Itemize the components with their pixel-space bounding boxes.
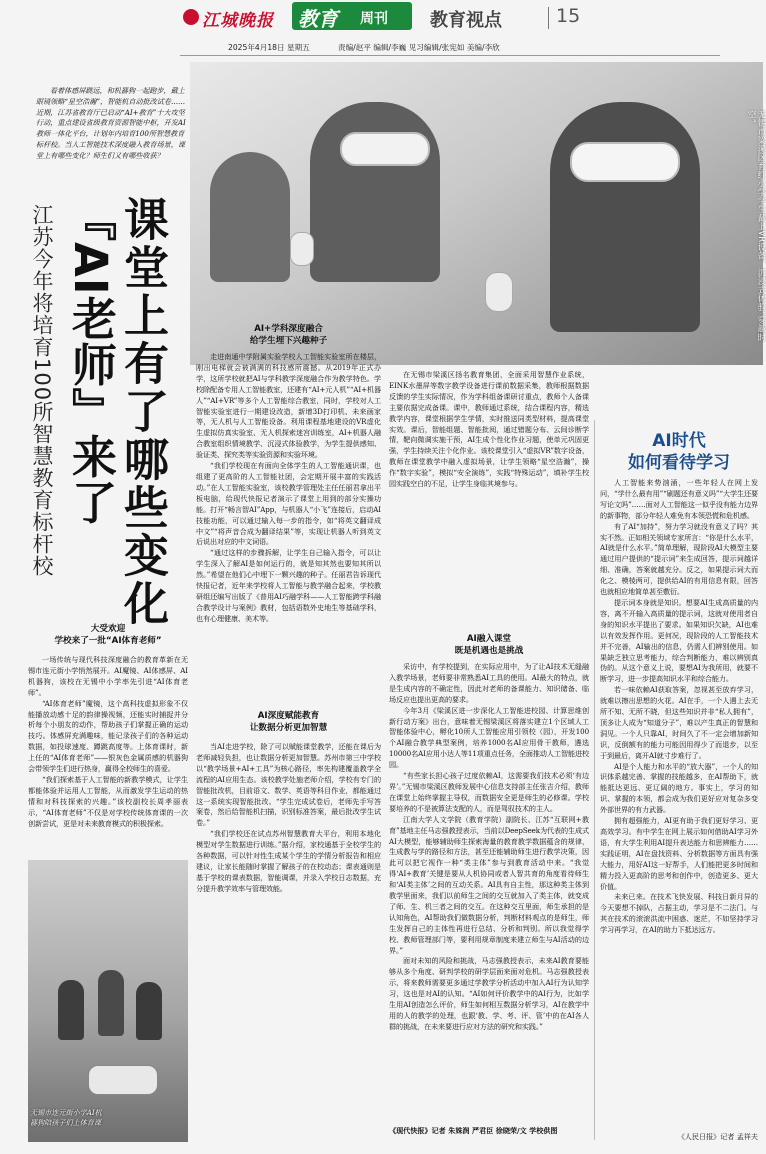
s4-body <box>389 662 589 1124</box>
paragraph: 采访中，有学校提到，在实际应用中，为了让AI技术无缝融入教学场景，老师要非常熟悉AI工具的使用。AI最大的特点，就是生成内容的不确定性，因此对老师的备课能力、知识储备、临场反应也提出更高的要求。 <box>389 662 589 704</box>
paragraph: 面对未知的风险和挑战，马志强教授表示，未来AI教育要能够从多个角度、研判学校的研学层面来面对危机。马志强教授表示，将来教师需要更多通过学教学分析活动中加入AI行为认知学习，这也是对AI的认知。“AI如何评价教学中的AI行为，比如学生用AI创造怎么评价，师生如何相互数据分析学习，AI在教学中用的人的教学的处理，也跟‘教、学、考、评、管’中的在AI各人群的挑战，在未来要进行应对方法的研究和实践。” <box>389 956 589 1031</box>
child-figure <box>136 982 162 1040</box>
headline-kicker: 江苏今年将培育100所智慧教育标杆校 <box>30 204 54 578</box>
logo-icon <box>183 9 199 25</box>
s2-title: AI+学科深度融合 <box>254 324 323 334</box>
page-number: 15 <box>556 5 581 27</box>
paragraph: “我们学校现在有面向全体学生的人工智能通识课，也组建了更高阶的人工智能社团，会定期开展丰富的实践活动。”在人工智能实验室，该校教学管理处主任任丽君拿出平板电脑，给现代快报记者演示了课堂上用到的部分实操功能。打开“畅言智AI”App，与机器人“小飞”连接后，启动AI技能功能，可以通过输入每一步的指令，如“将英文翻译成中文”“将声音合成为翻译结果”等，实现让机器人听到英文后说出对应的中文词语。 <box>196 461 381 547</box>
header-divider <box>548 7 549 29</box>
s4-title: AI融入课堂 <box>466 634 512 644</box>
section-logo-text: 教育 <box>298 7 338 31</box>
child-figure <box>58 980 84 1040</box>
headline-main-line1: 课堂上有了哪些变化 <box>116 196 169 628</box>
paragraph: 提示词本身就是知识。想要AI生成高质量的内容，离不开输入高质量的提示词，这就对使用者自身的知识水平提出了要求。如果知识欠缺，AI也难以有效发挥作用。更何况，现阶段的人工智能技术并不完善，AI输出的信息，仍需人们辨别使用。如果缺乏独立思考能力，综合判断能力，难以辨别真伪的。从这个意义上说，要想AI为我所用，就要不断学习，进一步提高知识水平和综合能力。 <box>600 597 758 684</box>
section-title: 教育视点 <box>430 10 502 31</box>
student-figure <box>550 102 700 332</box>
vr-controller-icon <box>485 272 513 312</box>
paragraph: 江南大学人文学院（教育学院）副院长、江苏“互联网+教育”基地主任马志强教授表示，当前以DeepSeek为代表的生成式AI大模型，能够辅助师生探索海量的教育教学数据蕴含的规律，生成教与学的路径和方法，甚至还能辅助师生进行教学决策，因此可以把它视作一种“类主体”参与到教育活动中来。“我觉得‘AI+教育’关键是要从人机协同或者人智共育的角度看待师生和‘AI类主体’之间的互动关系。AI具有自主性，那这种类主体到教学里面来，我们以前师生之间的交互就加入了类主体，就变成了师、生、机三者之间的交互。在这种交互里面，师生承担的是认知角色，AI帮助我们做数据分析，判断材料观点的是师生，师生发挥自己的主体性再进行总结、分析和判别。所以我觉得学校、教师管理部门等，要利用规章制度来建立师生与AI活动的边界。” <box>389 814 589 955</box>
s4-byline: 《现代快报》记者 朱姝润 严君臣 徐晓荣/文 学校供图 <box>389 1126 558 1135</box>
section-logo-suffix: 周刊 <box>360 11 388 27</box>
paragraph: 当AI走进学校，除了可以赋能课堂教学，还能在课后为老师减轻负担，也让数据分析更加智慧。苏州市第三中学校以“教学场景+AI+工具”为核心路径，率先构建覆盖教学全流程的AI应用生态。该校教学处施老师介绍，学校有专门的智能批改机，目前语文、数学、英语等科目作业，都能通过这一系统实现智能批改。“学生完成试卷后，老师先手写答案卷，然后给智能机扫描，识别标准答案，最后批改学生试卷。” <box>196 742 381 828</box>
paragraph: 拥有超强能力，AI更有助于我们更好学习、更高效学习。有中学生在网上展示如何借助AI学习外语，有大学生利用AI提升表达能力和思辨能力……实践证明，AI在盘找资料、分析数据等方面具有强大能力，用好AI这一好帮手，人们能把更多时间和精力投入更高阶的思考和创作中，创造更多、更大价值。 <box>600 816 758 891</box>
header-rule <box>180 55 720 56</box>
s3-title: AI深度赋能教育 <box>257 711 320 721</box>
masthead <box>0 0 763 58</box>
robot-dog-icon <box>88 1065 158 1095</box>
s3-body-a <box>196 742 381 893</box>
robot-dog-photo <box>28 860 188 1142</box>
s3-body-b <box>389 370 589 632</box>
paragraph: “有些家长担心孩子过度依赖AI，这需要我们技术必须‘有边界’。”无锡市梁溪区教师发展中心信息支持部主任张吉介绍，教师在课堂上始终掌握主导权，而数据安全更是师生的必修课。学校要培养的不是被算法支配的人，而是驾驭技术的主人。 <box>389 771 589 813</box>
paragraph: 若一味依赖AI获取答案，忽视甚至放弃学习，就难以擦出思想的火花。AI在手，一个人遇上去无所不知、无所不晓，但这些知识并非“私人拥有”，顶多让人成为“知道分子”，难以产生真正的智慧和洞见。一个人只靠AI，时间久了不一定会增加新知识，反倒额有的能力可能因用得少了而退步，以至于到最后，离开AI就寸步难行了。 <box>600 685 758 760</box>
paragraph: 有了AI“加持”，努力学习就没有意义了吗？其实不然。正如相关领域专家所言：“你是什么水平，AI就是什么水平。”简单理解，现阶段AI大模型主要通过用户提供的“提示词”来生成回答，提示词越详细、准确，答案就越充分。反之，如果提示词大而化之、模棱两可，提供给AI的有用信息有限，回答也就相应地简单甚至敷衍。 <box>600 521 758 597</box>
dateline: 2025年4月18日 星期五 <box>228 43 310 52</box>
paragraph: 在无锡市梁溪区扬名教育集团，全面采用智慧作业系统，EINK水墨屏等数字教学设备进行课前数据采集，教师根据数据反馈的学生实际情况，作为学科组备课研讨重点，教师个人备课主要依据完成备课。课中，教师通过系统，结合课程内容，精选教学内容，课堂根据学生学情，实时推送同类型材料，提高课堂实效。课后，智能组题、智能批阅，通过错题分布、云间诊断学情，靶向微调实施干预，AI生成个性化作业习题，使单元巩固更强，学生持续关注个化作业。该校课堂引入“虚拟VR”数字设备，教师在课堂教学中融入虚拟场景，让学生领略“星空浩瀚”，操作“数字实验”，模拟“安全演练”，实践“特殊运动”，填补学生校园实践空白的不足，让学生身临其境参与。 <box>389 370 589 489</box>
s1-title: 大受欢迎 <box>90 624 126 634</box>
s1-body <box>28 655 188 853</box>
column-divider <box>594 420 595 1140</box>
vr-classroom-photo <box>190 62 763 365</box>
s3-subtitle: 让数据分析更加智慧 <box>249 723 328 733</box>
intro-lead: 看着体感屏跳远，和机器狗一起跑步，戴上眼镜领略“星空浩瀚”，智能机自动批改试卷……近期，江苏省教育厅已启动“AI+教育”十大攻坚行动，重点建设省级教育资源智能中枢，开发AI教师一体化平台，计划年内培育100所智慧教育标杆校。当人工智能技术深度融入教育场景，课堂上有哪些变化？师生们又有哪些收获？ <box>36 86 186 160</box>
headline-main-line2: 『AI老师』来了 <box>64 196 117 526</box>
paragraph: 今年3月《梁溪区进一步深化人工智能进校园、计算思维创新行动方案》出台，意味着无锡梁溪区将落实建立1个区域人工智能体验中心，孵化10所人工智能应用引领校（园），开发100个AI融合教学典型案例，培养1000名AI应用骨干教师，遴选10000名AI应用小达人等11项重点任务，全面推动人工智能进校园。 <box>389 705 589 770</box>
bottom-photo-caption: 无锡市连元街小学AI机器狗陪孩子们上体育课 <box>30 1108 102 1127</box>
s2-subtitle: 给学生埋下兴趣种子 <box>249 336 328 346</box>
child-figure <box>98 970 124 1036</box>
vr-headset-icon <box>570 142 680 182</box>
s5-body <box>600 478 758 1124</box>
paragraph: 人工智能来势汹涌，一些年轻人在网上发问，“学什么最有用”“刷题还有意义吗”“大学生还要写论文吗”……面对人工智能这一似乎没有能力边界的新事物，部分年轻人难免有本领恐慌和危机感。 <box>600 478 758 520</box>
student-figure <box>310 102 440 282</box>
student-figure <box>210 152 290 282</box>
paragraph: 一场传统与现代科技深度融合的教育革新在无锡市连元街小学悄然展开。AI魔镜、AI体感屏、AI机器狗，该校在无锡中小学率先引进“AI体育老师”。 <box>28 655 188 697</box>
vr-controller-icon <box>290 232 314 266</box>
paragraph: 未来已来。在技术飞快发展、科技日新月异的今天要想不掉队，占据主动，学习是不二法门。与其在技术的滚滚洪流中困惑、迷茫，不如坚持学习学习再学习，在AI的助力下抵达远方。 <box>600 892 758 935</box>
s5-byline: 《人民日报》记者 孟祥夫 <box>677 1132 758 1141</box>
editors: 责编/赵平 编辑/李巍 见习编辑/张宪如 美编/李欣 <box>338 43 500 52</box>
paragraph: “我们探索基于人工智能的新教学模式，让学生都能体验并运用人工智能，从而激发学生运动的热情和对科技探索的兴趣。”该校副校长周孝丽表示，“AI体育老师”不仅是对学校传统体育课的一次创新尝试，更是对未来教育模式的积极探索。 <box>28 774 188 828</box>
paragraph: 走进南通中学附属实验学校人工智能实验室所在楼层，刚出电梯就会被满满的科技感所震撼。从2019年正式办学，这所学校就把AI与学科教学深度融合作为教学特色。学校除配备专用人工智能教室，还建有“AI+元人机”“AI+机器人”“AI+VR”等多个人工智能综合教室，同时，学校对人工智能实验室进行一期建设改造，新增3D打印机、未来画家等，无人机与人工智能设备。利用课程基地建设的VR虚化生虚拟仿真实验室、无人机探索迷宫训练室，AI+机器人融合教室组织情境教学、沉浸式体验教学，为学生提供感知、验证类、探究类等实验资源和实验环境。 <box>196 352 381 460</box>
s2-body <box>196 352 381 697</box>
paragraph: AI是个人能力和水平的“放大器”，一个人的知识体系越完善、掌握的技能越多，在AI帮助下，就能抵达更远、更辽阔的地方。事实上，学习的知识、掌握的本领，都会成为我们更好应对复杂多变外部世界的有力武器。 <box>600 761 758 815</box>
s4-subtitle: 既是机遇也是挑战 <box>454 646 524 656</box>
paragraph: “通过这样的步骤拆解，让学生自己输入指令，可以让学生深入了解AI是如何运行的，就是知其然也要知其所以然。”希望在他们心中埋下一颗兴趣的种子。任丽君告诉现代快报记者，近年来学校将人工智能与教学融合起来，学校教研组还编写出版了《普用AI巧融学科——人工智能跨学科融合教学设计与案例》教材，包括语数外史地生等基础学科，也有心理健康、美术等。 <box>196 548 381 623</box>
s5-subtitle: 如何看待学习 <box>628 453 730 473</box>
paragraph: “我们学校还在试点苏州智慧教育大平台，利用本地化模型对学生数据进行训练。”据介绍，家校通基于全校学生的各种数据，可以针对性生成某个学生的学情分析报告和相应建议，让家长能随时掌握了解孩子的在校动态；课表通则是基于学校的课表数据，智能调课，并录入学校日志数据，充分提升教学效率与管理效能。 <box>196 829 381 893</box>
vr-headset-icon <box>340 132 430 166</box>
top-photo-caption: 无锡市梁溪区育红小学学生戴上VR设备，沉浸式体验“穿越时空” <box>746 110 766 342</box>
s5-title: AI时代 <box>652 431 706 451</box>
paper-name: 江城晚报 <box>202 11 274 31</box>
s1-subtitle: 学校来了一批“AI体育老师” <box>54 636 162 646</box>
paragraph: “AI体育老师”魔镜，这个高科技虚拟形象不仅能播放动感十足的韵律操视频，还能实时捕捉并分析每个小朋友的动作，帮助孩子们掌握正确的运动技巧。体感屏充满趣味，能记录孩子们的各种运动数据，如投球速度、蹲跳高度等。上体育课时，新上任的“AI体育老师”——银灰色金属质感的机器狗会带领学生们进行热身，赢得全校师生的喜爱。 <box>28 698 188 774</box>
